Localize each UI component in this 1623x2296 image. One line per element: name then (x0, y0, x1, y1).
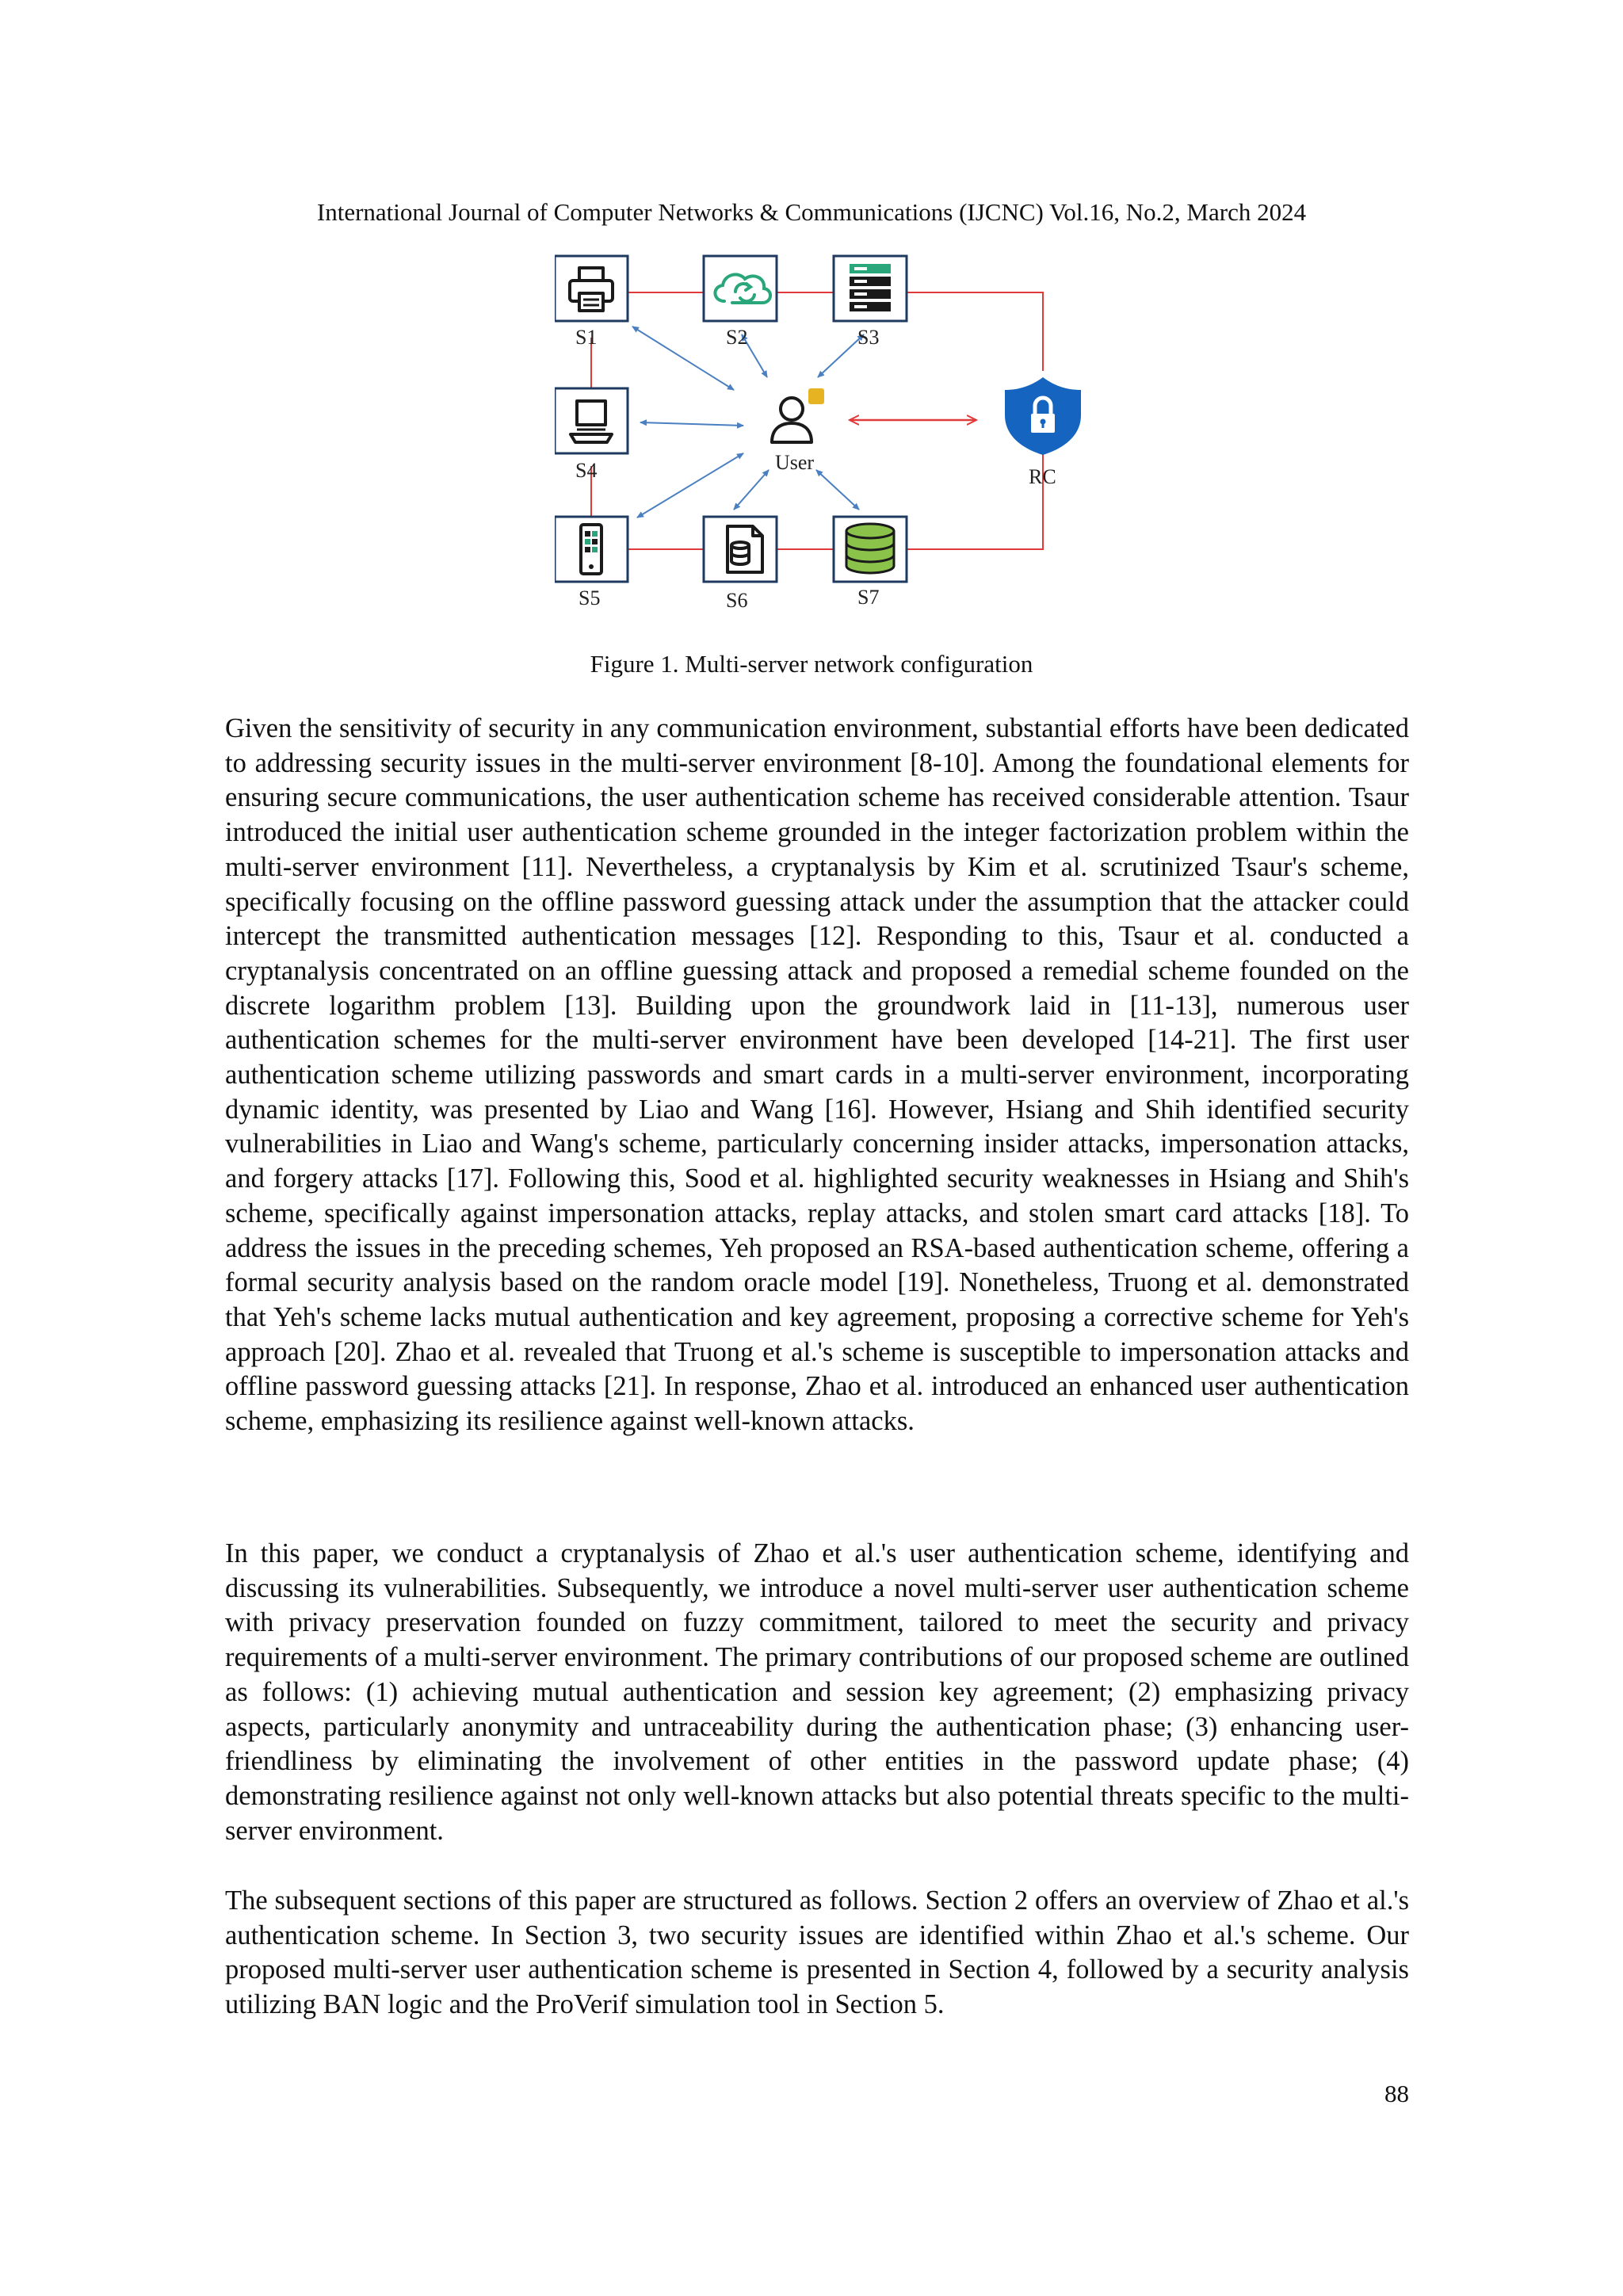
link-s3-rc (907, 292, 1043, 371)
arrow-user-s1 (632, 327, 734, 390)
network-figure (555, 246, 1094, 626)
shield-lock-icon (1005, 377, 1081, 455)
label-s2: S2 (726, 326, 748, 349)
server-s3 (834, 256, 907, 349)
arrow-user-s7 (816, 470, 859, 510)
server-s6 (704, 517, 777, 612)
user-node (772, 388, 824, 474)
server-s7 (834, 517, 907, 609)
arrow-user-s6 (734, 470, 769, 510)
label-s1: S1 (575, 326, 598, 349)
label-s4: S4 (575, 459, 598, 482)
label-s7: S7 (857, 586, 880, 609)
arrow-user-s4 (640, 422, 743, 426)
body-paragraph-2: In this paper, we conduct a cryptanalysis of Zhao et al.'s user authentication scheme, identifying and discussing its vulnerabilities. Subsequently, we introduce a novel multi-server user authentication scheme with privacy preservation founded on fuzzy commitment, tailored to meet the security and privacy requirements of a multi-server environment. The primary contributions of our proposed scheme are outlined as follows: (1) achieving mutual authentication and session key agreement; (2) emphasizing privacy aspects, particularly anonymity and untraceability during the authentication phase; (3) enhancing user-friendliness by eliminating the involvement of other entities in the password update phase; (4) demonstrating resilience against not only well-known attacks but also potential threats specific to the multi-server environment. (225, 1538, 1409, 1846)
label-s6: S6 (726, 589, 748, 612)
page-number: 88 (1384, 2080, 1409, 2107)
journal-header: International Journal of Computer Networks & Communications (IJCNC) Vol.16, No.2, March 2024 (316, 198, 1307, 226)
figure-caption: Figure 1. Multi-server network configuration (590, 650, 1033, 678)
server-s4 (555, 388, 628, 482)
label-rc: RC (1029, 465, 1056, 488)
smart-card-chip-icon (808, 388, 824, 404)
user-arrows (632, 327, 864, 518)
user-icon (772, 398, 812, 442)
server-s2 (704, 256, 777, 349)
server-s1 (555, 256, 628, 349)
server-s5 (555, 517, 628, 609)
registration-center (1005, 377, 1081, 488)
body-paragraph-3: The subsequent sections of this paper are structured as follows. Section 2 offers an overview of Zhao et al.'s authentication scheme. In Section 3, two security issues are identified within Zhao et al.'s scheme. Our proposed multi-server user authentication scheme is presented in Section 4, followed by a security analysis utilizing BAN logic and the ProVerif simulation tool in Section 5. (225, 1885, 1409, 2020)
label-s3: S3 (857, 326, 880, 349)
body-paragraph-1: Given the sensitivity of security in any communication environment, substantial efforts have been dedicated to addressing security issues in the multi-server environment [8-10]. Among the foundational elements for ensuring secure communications, the user authentication scheme has received considerable attention. Tsaur introduced the initial user authentication scheme grounded in the integer factorization problem within the multi-server environment [11]. Nevertheless, a cryptanalysis by Kim et al. scrutinized Tsaur's scheme, specifically focusing on the offline password guessing attack under the assumption that the attacker could intercept the transmitted authentication messages [12]. Responding to this, Tsaur et al. conducted a cryptanalysis concentrated on an offline guessing attack and proposed a remedial scheme founded on the discrete logarithm problem [13]. Building upon the groundwork laid in [11-13], numerous user authentication schemes for the multi-server environment have been developed [14-21]. The first user authentication scheme utilizing passwords and smart cards in a multi-server environment, incorporating dynamic identity, was presented by Liao and Wang [16]. However, Hsiang and Shih identified security vulnerabilities in Liao and Wang's scheme, particularly concerning insider attacks, impersonation attacks, and forgery attacks [17]. Following this, Sood et al. highlighted security weaknesses in Hsiang and Shih's scheme, specifically against impersonation attacks, replay attacks, and stolen smart card attacks [18]. To address the issues in the preceding schemes, Yeh proposed an RSA-based authentication scheme, offering a formal security analysis based on the random oracle model [19]. Nonetheless, Truong et al. demonstrated that Yeh's scheme lacks mutual authentication and key agreement, proposing a corrective scheme for Yeh's approach [20]. Zhao et al. revealed that Truong et al.'s scheme is susceptible to impersonation attacks and offline password guessing attacks [21]. In response, Zhao et al. introduced an enhanced user authentication scheme, emphasizing its resilience against well-known attacks. (225, 713, 1409, 1437)
network-diagram (555, 246, 1094, 626)
arrow-user-s5 (637, 453, 743, 518)
database-icon (846, 524, 894, 573)
label-user: User (775, 451, 815, 474)
link-rc-s7 (907, 444, 1043, 549)
label-s5: S5 (579, 586, 601, 609)
